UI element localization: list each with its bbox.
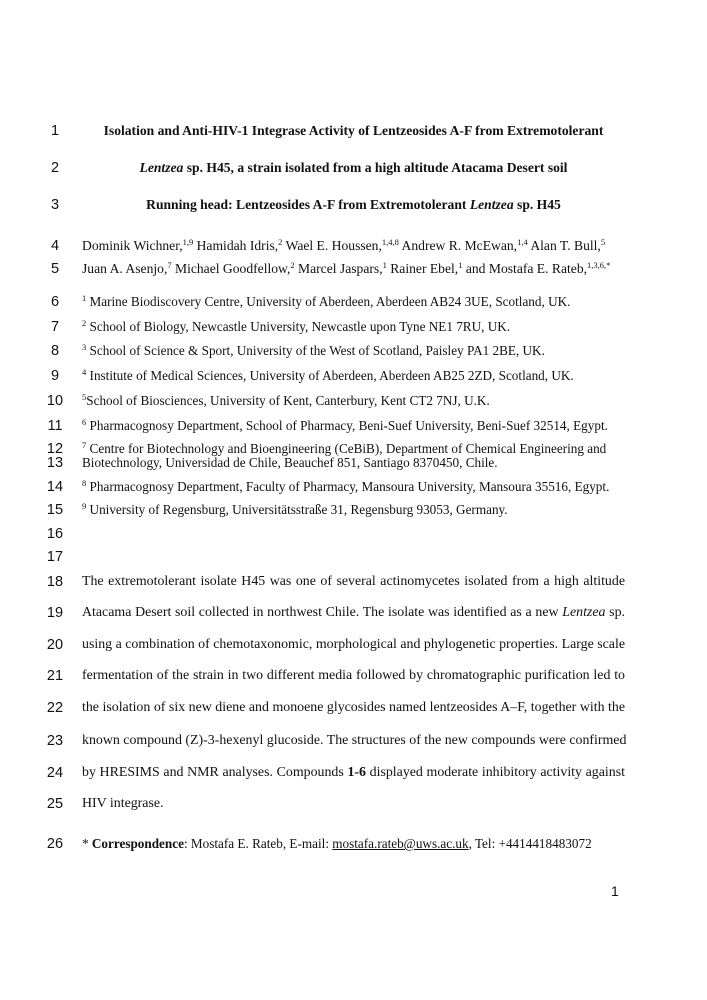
line-number: 8	[50, 343, 60, 359]
affiliation: $^5$School of Biosciences, University of Kent, Canterbury, Kent CT2 7NJ, U.K.	[82, 392, 490, 408]
author: Juan A. Asenjo,	[82, 261, 168, 276]
correspondence: * Correspondence: Mostafa E. Rateb, E-mail: mostafa.rateb@uws.ac.uk, Tel: +4414418483072	[82, 836, 592, 851]
author: Hamidah Idris,	[193, 238, 279, 253]
line-number: 16	[46, 526, 64, 542]
line-number: 4	[50, 238, 60, 254]
line-number: 21	[46, 668, 64, 684]
line-number: 2	[50, 160, 60, 176]
abstract-line: The extremotolerant isolate H45 was one of several actinomycetes isolated from a high altitude	[82, 574, 625, 589]
correspondence-label: Correspondence	[91, 836, 184, 851]
affiliation: $^9$ University of Regensburg, Universitätsstraße 31, Regensburg 93053, Germany.	[82, 501, 508, 517]
genus-name: Lentzea	[139, 160, 184, 175]
abstract-line: HIV integrase.	[82, 796, 164, 811]
author: Michael Goodfellow,	[171, 261, 291, 276]
affiliation-ref: 2	[278, 237, 283, 247]
line-number: 10	[46, 393, 64, 409]
affiliation: $^6$ Pharmacognosy Department, School of Pharmacy, Beni-Suef University, Beni-Suef 32514, Egypt.	[82, 417, 608, 433]
email-link[interactable]: mostafa.rateb@uws.ac.uk	[332, 836, 469, 851]
line-number: 20	[46, 637, 64, 653]
author-line-1	[82, 238, 625, 254]
line-number: 25	[46, 796, 64, 812]
line-number: 14	[46, 479, 64, 495]
affiliation: $^7$ Centre for Biotechnology and Bioengineering (CeBiB), Department of Chemical Engineering and	[82, 440, 607, 456]
author: Alan T. Bull,	[527, 238, 601, 253]
line-number: 12	[46, 441, 64, 457]
author: and Mostafa E. Rateb,	[462, 261, 588, 276]
line-number: 3	[50, 197, 60, 213]
affiliation: $^2$ School of Biology, Newcastle University, Newcastle upon Tyne NE1 7RU, UK.	[82, 318, 511, 334]
line-number: 7	[50, 319, 60, 335]
affiliation: $^8$ Pharmacognosy Department, Faculty of Pharmacy, Mansoura University, Mansoura 35516, Egypt.	[82, 478, 610, 494]
title-line-1: Isolation and Anti-HIV-1 Integrase Activity of Lentzeosides A-F from Extremotolerant	[103, 123, 604, 138]
abstract-line: using a combination of chemotaxonomic, morphological and phylogenetic properties. Large scale	[82, 637, 625, 652]
author: Marcel Jaspars,	[294, 261, 383, 276]
author-line-2	[82, 261, 625, 277]
affiliation-ref: 1,3,6,*	[587, 260, 611, 270]
line-number: 17	[46, 549, 64, 565]
abstract-line: by HRESIMS and NMR analyses. Compounds 1-6 displayed moderate inhibitory activity against	[82, 765, 625, 780]
abstract-line: Atacama Desert soil collected in northwest Chile. The isolate was identified as a new Lentzea sp.	[82, 605, 625, 620]
affiliation: $^4$ Institute of Medical Sciences, University of Aberdeen, Aberdeen AB25 2ZD, Scotland, UK.	[82, 367, 574, 383]
abstract-line: known compound (Z)-3-hexenyl glucoside. The structures of the new compounds were confirmed	[82, 733, 627, 748]
line-number: 9	[50, 368, 60, 384]
line-number: 23	[46, 733, 64, 749]
author: Andrew R. McEwan,	[398, 238, 518, 253]
compound-ref: 1-6	[347, 765, 366, 780]
affiliation-ref: 1,4,8	[381, 237, 399, 247]
abstract-line: the isolation of six new diene and monoene glycosides named lentzeosides A–F, together with the	[82, 700, 625, 715]
affiliation: $^3$ School of Science & Sport, University of the West of Scotland, Paisley PA1 2BE, UK.	[82, 342, 545, 358]
affiliation-ref: 1	[382, 260, 387, 270]
author: Rainer Ebel,	[386, 261, 459, 276]
affiliation-ref: 1,9	[182, 237, 194, 247]
author: Wael E. Houssen,	[282, 238, 382, 253]
line-number: 24	[46, 765, 64, 781]
line-number: 11	[47, 418, 63, 434]
affiliation-ref: 2	[290, 260, 295, 270]
line-number: 22	[46, 700, 64, 716]
line-number: 1	[50, 123, 60, 139]
affiliation-ref: 1	[458, 260, 463, 270]
line-number: 19	[46, 605, 64, 621]
affiliation-ref: 5	[600, 237, 606, 247]
line-number: 6	[50, 294, 60, 310]
affiliation-continued: Biotechnology, Universidad de Chile, Beauchef 851, Santiago 8370450, Chile.	[82, 455, 498, 470]
line-number: 18	[46, 574, 64, 590]
line-number: 13	[46, 455, 64, 471]
author: Dominik Wichner,	[82, 238, 183, 253]
affiliation: $^1$ Marine Biodiscovery Centre, University of Aberdeen, Aberdeen AB24 3UE, Scotland, UK.	[82, 293, 571, 309]
affiliation-ref: 7	[167, 260, 172, 270]
affiliation-ref: 1,4	[517, 237, 528, 247]
line-number: 15	[46, 502, 64, 518]
line-number: 5	[50, 261, 60, 277]
line-number: 26	[46, 836, 64, 852]
page-number: 1	[611, 883, 619, 899]
abstract-line: fermentation of the strain in two different media followed by chromatographic purification led to	[82, 668, 625, 683]
title-line-2: Lentzea sp. H45, a strain isolated from a high altitude Atacama Desert soil	[139, 160, 568, 175]
running-head: Running head: Lentzeosides A-F from Extremotolerant Lentzea sp. H45	[146, 197, 561, 212]
